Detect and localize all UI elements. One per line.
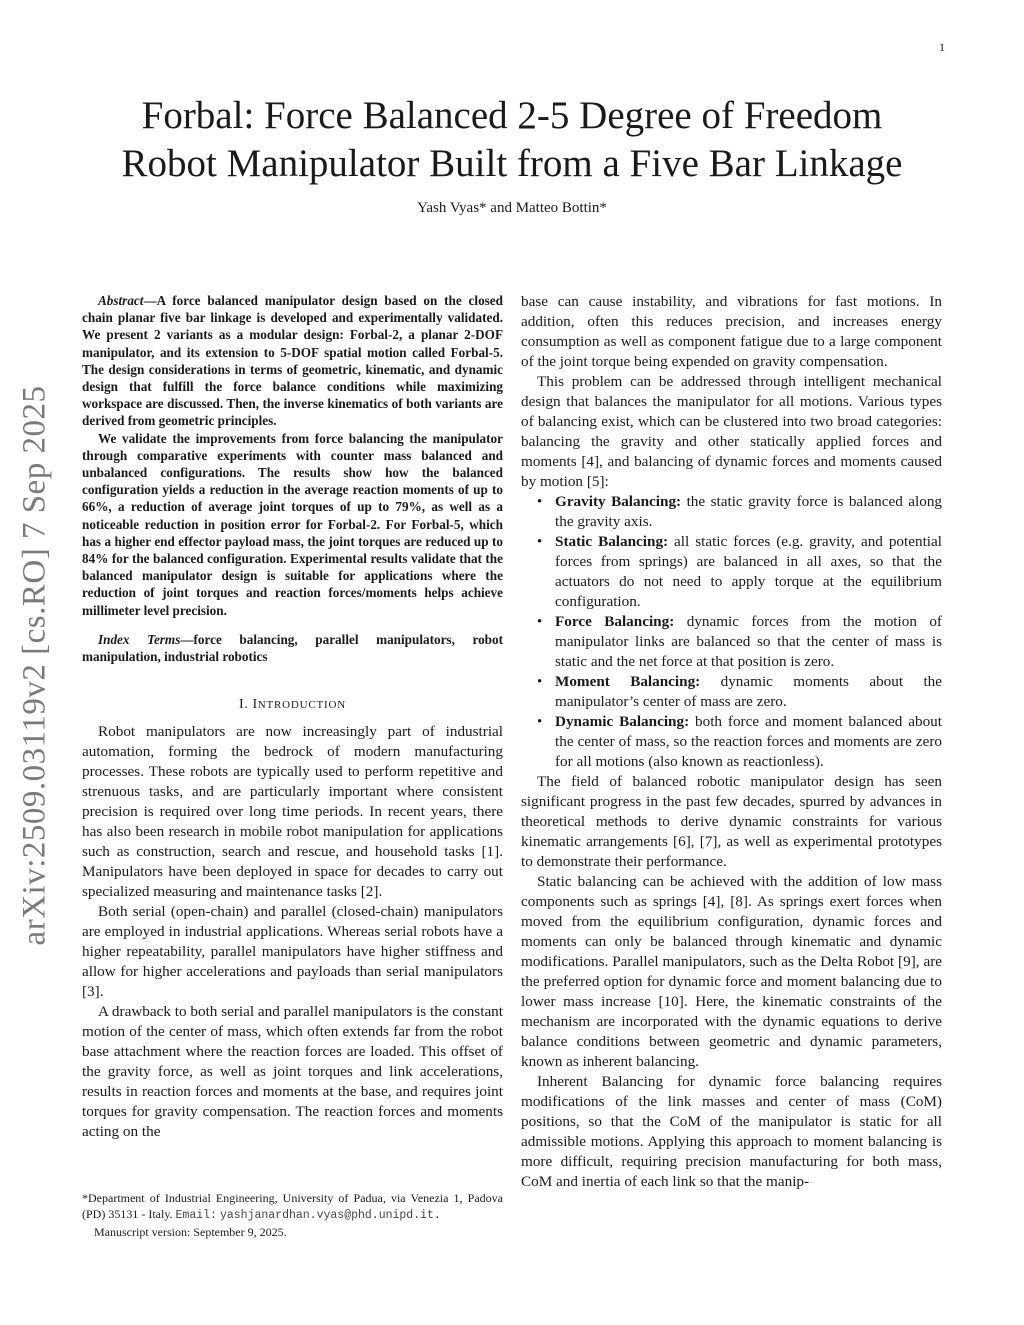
right-paragraph-3: The field of balanced robotic manipulator design has seen significant progress in the past few decades, spurred by advances in theoretical methods to derive dynamic constraints for various kinematic arrangements [6], [7], as well as experimental prototypes to demonstrate their performance.: [521, 773, 942, 870]
footnote: [82, 1190, 503, 1240]
abstract-text-1: —A force balanced manipulator design based on the closed chain planar five bar linkage is developed and experimentally validated. We present 2 variants as a modular design: Forbal-2, a planar 2-DOF manipulator, and its extension to 5-DOF spatial motion called Forbal-5. The design considerations in terms of geometric, kinematic, and dynamic design that fulfill the force balance conditions while maximizing workspace are discussed. Then, the inverse kinematics of both variants are derived from geometric principles.: [82, 293, 503, 429]
list-item: [537, 612, 942, 672]
bullet-term: Dynamic Balancing:: [555, 713, 690, 730]
footnote-email-end: .: [433, 1209, 441, 1222]
footnote-manuscript-version: Manuscript version: September 9, 2025.: [94, 1225, 287, 1239]
section-heading-rest: NTRODUCTION: [257, 699, 346, 712]
right-paragraph-5: Inherent Balancing for dynamic force balancing requires modifications of the link masses and center of mass (CoM) positions, so that the CoM of the manipulator is static for all admissible motions. Applying this approach to moment balancing is more difficult, requiring precision manufacturing for both mass, CoM and inertia of each link so that the manip-: [521, 1073, 942, 1190]
bullet-icon: •: [537, 494, 543, 510]
intro-paragraph-1: Robot manipulators are now increasingly part of industrial automation, forming the bedrock of modern manufacturing processes. These robots are typically used to perform repetitive and strenuous tasks, and are particularly important where consistent precision is required over long time periods. In recent years, there has also been research in mobile robot manipulation for applications such as construction, search and rescue, and household tasks [1]. Manipulators have been deployed in space for decades to carry out specialized measuring and maintenance tasks [2].: [82, 723, 503, 901]
index-terms-label: Index Terms: [98, 631, 181, 647]
intro-paragraph-3: A drawback to both serial and parallel manipulators is the constant motion of the center of mass, which often extends far from the robot base attachment where the reaction forces are loaded. This offset of the gravity force, as well as joint torques and link accelerations, results in reaction forces and moments at the base, and requires joint torques for gravity compensation. The reaction forces and moments acting on the: [82, 1003, 503, 1141]
right-column: [521, 292, 942, 1192]
bullet-text: dynamic forces from the motion of manipulator links are balanced so that the center of mass is static and the net force at that position is zero.: [555, 613, 942, 670]
section-heading-introduction: [82, 695, 503, 715]
abstract-label: Abstract: [98, 293, 144, 308]
intro-paragraph-2: Both serial (open-chain) and parallel (closed-chain) manipulators are employed in industrial applications. Whereas serial robots have a higher repeatability, parallel manipulators have higher stiffness and allow for higher accelerations and payloads than serial manipulators [3].: [82, 903, 503, 1001]
introduction-body: [82, 722, 503, 1142]
list-item: [537, 492, 943, 532]
bullet-term: Force Balancing:: [555, 613, 675, 630]
bullet-icon: •: [537, 714, 543, 730]
footnote-email[interactable]: yashjanardhan.vyas@phd.unipd.it: [219, 1209, 434, 1222]
bullet-icon: •: [537, 674, 543, 690]
page-number: 1: [939, 40, 945, 54]
footnote-affiliation-text: *Department of Industrial Engineering, University of Padua, via Venezia 1, Padova (PD) 35131 - Italy.: [82, 1191, 503, 1221]
abstract: [82, 292, 503, 665]
index-terms-text: —force balancing, parallel manipulators, robot manipulation, industrial robotics: [82, 631, 503, 665]
footnote-affiliation: [82, 1190, 503, 1224]
bullet-term: Moment Balancing:: [555, 673, 701, 690]
title-line-2: Robot Manipulator Built from a Five Bar Linkage: [121, 142, 903, 185]
left-column: [82, 292, 503, 1242]
list-item: [537, 532, 942, 612]
abstract-paragraph-2: We validate the improvements from force balancing the manipulator through comparative experiments with counter mass balanced and unbalanced configurations. The results show how the balanced configuration yields a reduction in the average reaction moments of up to 66%, a reduction of average joint torques of up to 79%, as well as a noticeable reduction in position error for Forbal-2. For Forbal-5, which has a higher end effector payload mass, the joint torques are reduced up to 84% for the balanced configuration. Experimental results validate that the balanced manipulator design is suitable for applications where the reduction of joint torques and reaction forces/moments helps achieve millimeter level precision.: [82, 430, 503, 618]
index-terms: [82, 631, 503, 665]
bullet-text: all static forces (e.g. gravity, and potential forces from springs) are balanced in all axes, so that the actuators do not need to apply torque at the equilibrium configuration.: [555, 533, 942, 610]
bullet-icon: •: [537, 614, 543, 630]
author-list: Yash Vyas* and Matteo Bottin*: [417, 200, 607, 216]
bullet-text: dynamic moments about the manipulator’s center of mass are zero.: [555, 673, 943, 710]
balancing-types-list: [521, 492, 942, 772]
bullet-term: Gravity Balancing:: [555, 493, 682, 510]
bullet-term: Static Balancing:: [555, 533, 669, 550]
right-paragraph-1: base can cause instability, and vibrations for fast motions. In addition, often this reduces precision, and increases energy consumption as well as component fatigue due to a large component of the joint torque being expended on gravity compensation.: [521, 293, 942, 370]
paper-title: [60, 92, 964, 188]
list-item: [537, 672, 943, 712]
arxiv-identifier-margin: [6, 378, 64, 953]
bullet-icon: •: [537, 534, 543, 550]
abstract-paragraph-1: [82, 292, 503, 430]
list-item: [537, 712, 942, 772]
bullet-text: both force and moment balanced about the center of mass, so the reaction forces and moments are zero for all motions (also known as reactionless).: [555, 713, 942, 770]
section-heading-numeral: I. I: [239, 697, 258, 713]
footnote-email-label: Email:: [175, 1209, 217, 1222]
bullet-text: the static gravity force is balanced along the gravity axis.: [555, 493, 943, 530]
title-line-1: Forbal: Force Balanced 2-5 Degree of Freedom: [141, 94, 883, 137]
right-paragraph-4: Static balancing can be achieved with the addition of low mass components such as springs [4], [8]. As springs exert forces when moved from the equilibrium configuration, dynamic forces and moments can only be balanced through kinematic and dynamic modifications. Parallel manipulators, such as the Delta Robot [9], are the preferred option for dynamic force and moment balancing due to lower mass increase [10]. Here, the kinematic constraints of the mechanism are incorporated with the dynamic equations to derive balance conditions between geometric and dynamic parameters, known as inherent balancing.: [521, 873, 942, 1070]
right-paragraph-2: This problem can be addressed through intelligent mechanical design that balances the manipulator for all motions. Various types of balancing exist, which can be clustered into two broad categories: balancing the gravity and other statically applied forces and moments [4], and balancing of dynamic forces and moments caused by motion [5]:: [521, 373, 942, 490]
arxiv-identifier: arXiv:2509.03119v2 [cs.RO] 7 Sep 2025: [16, 385, 53, 946]
